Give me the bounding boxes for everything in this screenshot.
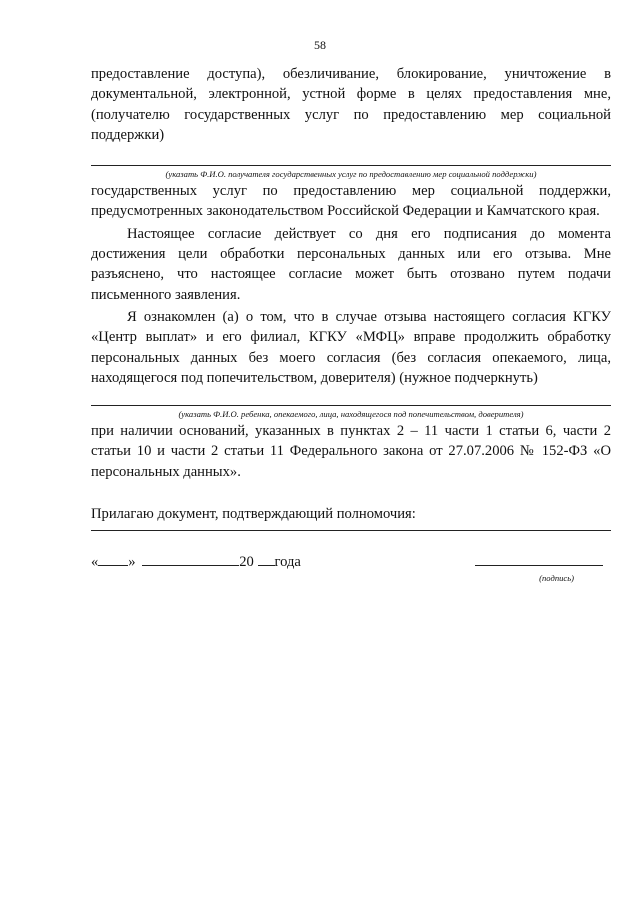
date-open-quote: « xyxy=(91,554,99,571)
attachment-label: Прилагаю документ, подтверждающий полномочия: xyxy=(91,506,416,523)
signature-line xyxy=(475,551,603,566)
consent-paragraph-continuation: предоставление доступа), обезличивание, блокирование, уничтожение в документальной, электронной, устной форме в целях предоставления мне, (получателю государственных услуг по предоставлению мер социальной поддержки) xyxy=(91,66,611,143)
signature-caption: (подпись) xyxy=(539,573,574,584)
page-number: 58 xyxy=(314,38,326,52)
recipient-name-line xyxy=(91,165,611,166)
day-blank xyxy=(98,551,128,566)
month-blank xyxy=(142,551,239,566)
year-blank xyxy=(258,551,275,566)
date-century: 20 xyxy=(239,554,254,571)
dependent-name-caption: (указать Ф.И.О. ребенка, опекаемого, лица, находящегося под попечительством, доверителя) xyxy=(178,409,524,420)
dependent-name-line xyxy=(91,405,611,406)
date-suffix: года xyxy=(274,554,301,571)
acknowledgement-paragraph: Я ознакомлен (а) о том, что в случае отзыва настоящего согласия КГКУ «Центр выплат» и его филиал, КГКУ «МФЦ» вправе продолжить обработку персональных данных без моего согласия (без согласия опекаемого, лица, находящегося под попечительством, доверителя) (нужное подчеркнуть) xyxy=(91,308,611,386)
date-signature-row xyxy=(91,551,611,573)
document-body xyxy=(91,64,611,587)
date-close-quote: » xyxy=(128,554,136,571)
validity-paragraph: Настоящее согласие действует со дня его подписания до момента достижения цели обработки персональных данных или его отзыва. Мне разъяснено, что настоящее согласие может быть отозвано путем подачи письменного заявления. xyxy=(91,225,611,303)
recipient-name-caption: (указать Ф.И.О. получателя государственных услуг по предоставлению мер социальной поддержки) xyxy=(165,169,537,180)
services-paragraph: государственных услуг по предоставлению мер социальной поддержки, предусмотренных законодательством Российской Федерации и Камчатского края. xyxy=(91,183,611,220)
legal-basis-paragraph: при наличии оснований, указанных в пунктах 2 – 11 части 1 статьи 6, части 2 статьи 10 и части 2 статьи 11 Федерального закона от 27.07.2006 № 152-ФЗ «О персональных данных». xyxy=(91,423,611,480)
